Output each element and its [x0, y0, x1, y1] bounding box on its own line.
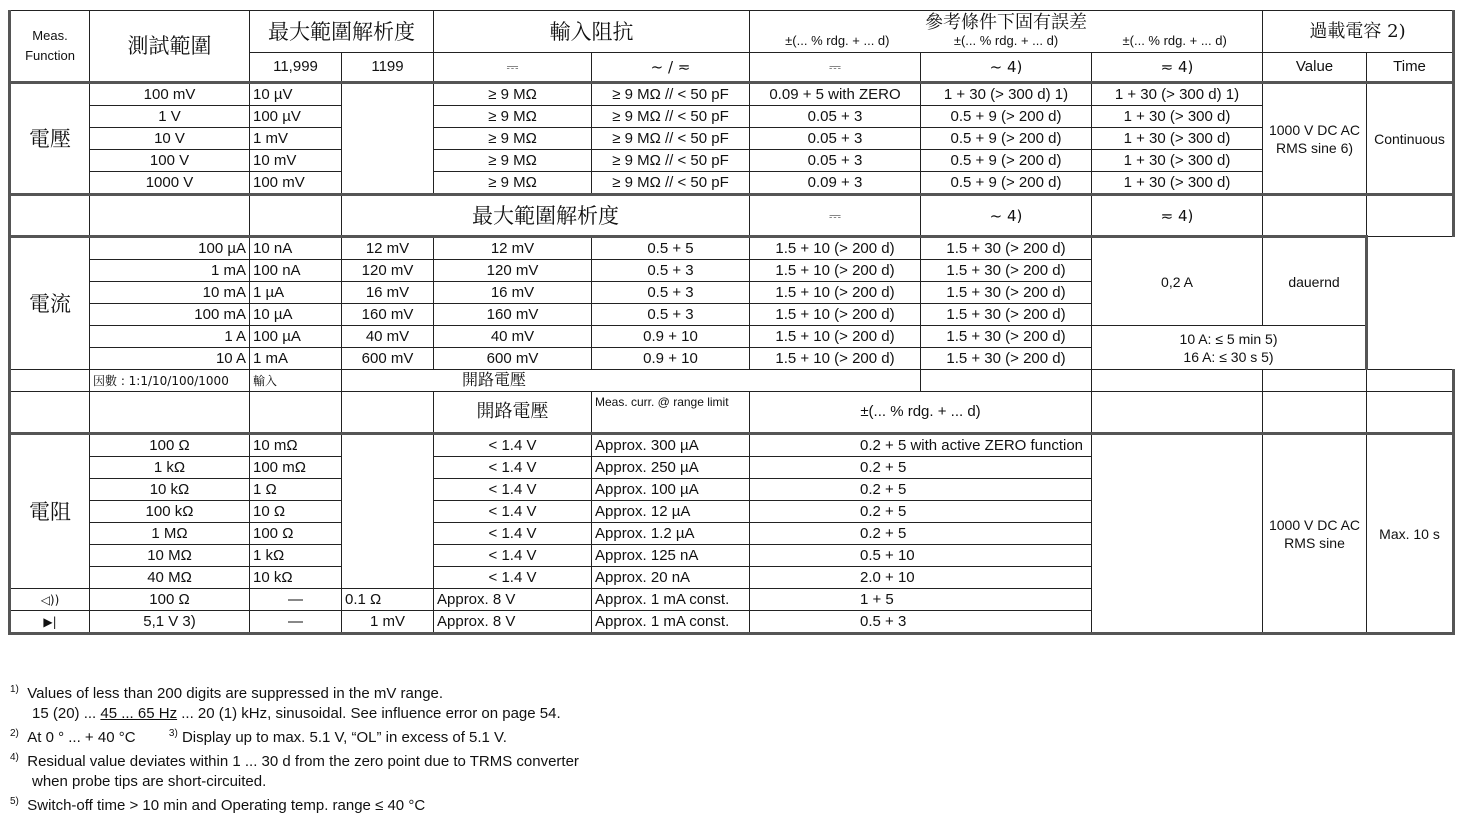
table-row [10, 150, 1454, 172]
current-input: 輸入 [250, 370, 342, 392]
header-intrinsic-error: 參考條件下固有誤差 [925, 11, 1087, 33]
cell-err-acdc: 1 + 30 (> 300 d) [1092, 128, 1263, 150]
cell-current: Approx. 250 µA [592, 457, 750, 479]
cell-range: 40 MΩ [90, 567, 250, 589]
continuity-icon: ◁)) [10, 589, 90, 611]
cell-v1: 160 mV [342, 304, 434, 326]
cell-res: 1 mA [250, 348, 342, 370]
cell-v2: 12 mV [434, 237, 592, 260]
cell-v2: 40 mV [434, 326, 592, 348]
table-row [10, 434, 1454, 457]
cell-err: 2.0 + 10 [750, 567, 1092, 589]
cell-imp-ac: ≥ 9 MΩ // < 50 pF [592, 128, 750, 150]
cell-res: — [250, 611, 342, 634]
cell-voltage: < 1.4 V [434, 457, 592, 479]
cell-err-acdc: 1.5 + 30 (> 200 d) [921, 237, 1092, 260]
cell-res2: 1 mV [342, 611, 434, 634]
cell-res: 100 µA [250, 326, 342, 348]
footnote-1: $^{1)}$ Values of less than 200 digits are suppressed in the mV range. [10, 684, 444, 702]
cell-res: — [250, 589, 342, 611]
cell-err: 0.2 + 5 [750, 523, 1092, 545]
current-footer-row [10, 370, 1454, 392]
cell-res: 100 nA [250, 260, 342, 282]
cell-range: 10 MΩ [90, 545, 250, 567]
header-meas-function: Meas. Function [10, 11, 90, 83]
header-imp-dc: ⎓ [434, 53, 592, 83]
current-open-voltage-cell [342, 370, 921, 392]
footnote-2-3: $^{2)}$ At 0 ° ... + 40 °C $^{3)}$ Display up to max. 5.1 V, “OL” in excess of 5.1 V. [10, 728, 507, 746]
cell-range: 10 mA [90, 282, 250, 304]
cell-err-dc: 0.09 + 5 with ZERO [750, 83, 921, 106]
cell-voltage: < 1.4 V [434, 434, 592, 457]
cell-voltage: < 1.4 V [434, 479, 592, 501]
cell-err-acdc: 1 + 30 (> 300 d) [1092, 150, 1263, 172]
cell-range: 1 A [90, 326, 250, 348]
cell-voltage: Approx. 8 V [434, 589, 592, 611]
table-row [10, 106, 1454, 128]
cell-err: 0.5 + 10 [750, 545, 1092, 567]
cell-range: 10 V [90, 128, 250, 150]
footnote-4: $^{4)}$ Residual value deviates within 1 ... 30 d from the zero point due to TRMS converter [10, 752, 579, 770]
header-res-11999: 11,999 [250, 53, 342, 83]
cell-range: 100 Ω [90, 589, 250, 611]
footnote-4b: when probe tips are short-circuited. [32, 773, 267, 790]
cell-imp-dc: ≥ 9 MΩ [434, 106, 592, 128]
header-overload: 過載電容 2) [1263, 11, 1454, 53]
cell-current: Approx. 20 nA [592, 567, 750, 589]
cell-err-dc: 0.5 + 3 [592, 260, 750, 282]
current-factor: 因數 : 1:1/10/100/1000 [90, 370, 250, 392]
cell-res: 10 kΩ [250, 567, 342, 589]
cell-voltage: Approx. 8 V [434, 611, 592, 634]
current-header-err-ac: ~ 4) [921, 195, 1092, 237]
header-range: 測試範圍 [90, 11, 250, 83]
cell-range: 100 V [90, 150, 250, 172]
table-row [10, 83, 1454, 106]
cell-err-dc: 0.9 + 10 [592, 348, 750, 370]
cell-res: 100 Ω [250, 523, 342, 545]
header-time: Time [1367, 53, 1454, 83]
cell-res: 10 µA [250, 304, 342, 326]
header-value: Value [1263, 53, 1367, 83]
cell-err-ac: 1.5 + 10 (> 200 d) [750, 304, 921, 326]
cell-err-ac: 0.5 + 9 (> 200 d) [921, 128, 1092, 150]
cell-current: Approx. 1 mA const. [592, 589, 750, 611]
header-err-dc: ⎓ [750, 53, 921, 83]
cell-res: 10 mV [250, 150, 342, 172]
table-row [10, 237, 1454, 260]
cell-res: 1 kΩ [250, 545, 342, 567]
cell-err-dc: 0.05 + 3 [750, 128, 921, 150]
header-row-1 [10, 11, 1454, 53]
cell-range: 1 MΩ [90, 523, 250, 545]
current-open-voltage: 開路電壓 [462, 370, 527, 389]
cell-err-ac: 0.5 + 9 (> 200 d) [921, 106, 1092, 128]
header-intrinsic-error-group [750, 11, 1263, 53]
cell-err-dc: 0.05 + 3 [750, 150, 921, 172]
header-err-sub-acdc: ±(... % rdg. + ... d) [1122, 32, 1227, 48]
voltage-overload-time: Continuous [1367, 83, 1454, 195]
cell-res: 1 Ω [250, 479, 342, 501]
header-err-acdc: ≂ 4) [1092, 53, 1263, 83]
cell-imp-dc: ≥ 9 MΩ [434, 150, 592, 172]
cell-res: 10 mΩ [250, 434, 342, 457]
current-overload-value: 0,2 A [1092, 237, 1263, 326]
resistance-overload-time: Max. 10 s [1367, 434, 1454, 634]
cell-err: 0.2 + 5 [750, 501, 1092, 523]
cell-imp-ac: ≥ 9 MΩ // < 50 pF [592, 150, 750, 172]
current-overload-time: dauernd [1263, 237, 1367, 326]
cell-res: 1 mV [250, 128, 342, 150]
cell-voltage: < 1.4 V [434, 523, 592, 545]
footnote-1b: 15 (20) ... 45 ... 65 Hz ... 20 (1) kHz, sinusoidal. See influence error on page 54. [32, 705, 561, 722]
cell-range: 10 A [90, 348, 250, 370]
spec-table [8, 10, 1455, 635]
cell-v2: 16 mV [434, 282, 592, 304]
cell-err-dc: 0.5 + 3 [592, 282, 750, 304]
cell-err-acdc: 1 + 30 (> 300 d) [1092, 106, 1263, 128]
resistance-header-row [10, 392, 1454, 434]
voltage-overload-value: 1000 V DC AC RMS sine 6) [1263, 83, 1367, 195]
cell-voltage: < 1.4 V [434, 501, 592, 523]
header-res-1199: 1199 [342, 53, 434, 83]
cell-current: Approx. 1.2 µA [592, 523, 750, 545]
cell-imp-dc: ≥ 9 MΩ [434, 83, 592, 106]
diode-icon: ▶| [10, 611, 90, 634]
cell-range: 100 mA [90, 304, 250, 326]
header-imp-ac: ~ / ≂ [592, 53, 750, 83]
cell-err-ac: 1.5 + 10 (> 200 d) [750, 348, 921, 370]
resistance-overload-value: 1000 V DC AC RMS sine [1263, 434, 1367, 634]
cell-current: Approx. 12 µA [592, 501, 750, 523]
cell-range: 10 kΩ [90, 479, 250, 501]
cell-voltage: < 1.4 V [434, 567, 592, 589]
cell-imp-ac: ≥ 9 MΩ // < 50 pF [592, 106, 750, 128]
cell-range: 1000 V [90, 172, 250, 195]
cell-res: 100 mV [250, 172, 342, 195]
cell-err: 0.5 + 3 [750, 611, 1092, 634]
cell-range: 1 kΩ [90, 457, 250, 479]
cell-imp-dc: ≥ 9 MΩ [434, 128, 592, 150]
cell-err-dc: 0.5 + 5 [592, 237, 750, 260]
cell-current: Approx. 300 µA [592, 434, 750, 457]
cell-v1: 16 mV [342, 282, 434, 304]
footnote-5: $^{5)}$ Switch-off time > 10 min and Operating temp. range ≤ 40 °C [10, 796, 426, 814]
cell-err-ac: 1.5 + 10 (> 200 d) [750, 260, 921, 282]
footnotes [10, 680, 579, 816]
cell-err-dc: 0.5 + 3 [592, 304, 750, 326]
resistance-label: 電阻 [10, 434, 90, 589]
cell-imp-ac: ≥ 9 MΩ // < 50 pF [592, 172, 750, 195]
cell-range: 1 V [90, 106, 250, 128]
cell-current: Approx. 100 µA [592, 479, 750, 501]
cell-err-dc: 0.05 + 3 [750, 106, 921, 128]
cell-err-acdc: 1 + 30 (> 300 d) [1092, 172, 1263, 195]
cell-err: 1 + 5 [750, 589, 1092, 611]
cell-err-acdc: 1.5 + 30 (> 200 d) [921, 304, 1092, 326]
cell-current: Approx. 125 nA [592, 545, 750, 567]
header-input-impedance: 輸入阻抗 [434, 11, 750, 53]
cell-res: 1 µA [250, 282, 342, 304]
header-err-sub-ac: ±(... % rdg. + ... d) [953, 32, 1059, 48]
cell-err-ac: 1.5 + 10 (> 200 d) [750, 282, 921, 304]
cell-range: 100 µA [90, 237, 250, 260]
cell-err-acdc: 1 + 30 (> 300 d) 1) [1092, 83, 1263, 106]
cell-voltage: < 1.4 V [434, 545, 592, 567]
cell-res: 100 µV [250, 106, 342, 128]
current-label: 電流 [10, 237, 90, 370]
cell-v1: 120 mV [342, 260, 434, 282]
cell-v2: 600 mV [434, 348, 592, 370]
current-header-resolution: 最大範圍解析度 [342, 195, 750, 237]
cell-res: 100 mΩ [250, 457, 342, 479]
cell-err-acdc: 1.5 + 30 (> 200 d) [921, 326, 1092, 348]
cell-err-ac: 1.5 + 10 (> 200 d) [750, 237, 921, 260]
cell-res2: 0.1 Ω [342, 589, 434, 611]
header-err-ac: ~ 4) [921, 53, 1092, 83]
cell-imp-dc: ≥ 9 MΩ [434, 172, 592, 195]
cell-v1: 40 mV [342, 326, 434, 348]
cell-err-ac: 1.5 + 10 (> 200 d) [750, 326, 921, 348]
cell-range: 100 mV [90, 83, 250, 106]
cell-err-acdc: 1.5 + 30 (> 200 d) [921, 282, 1092, 304]
cell-res: 10 Ω [250, 501, 342, 523]
cell-range: 1 mA [90, 260, 250, 282]
cell-res: 10 µV [250, 83, 342, 106]
current-header-row [10, 195, 1454, 237]
cell-err: 0.2 + 5 with active ZERO function [750, 434, 1092, 457]
cell-v1: 12 mV [342, 237, 434, 260]
cell-err: 0.2 + 5 [750, 479, 1092, 501]
resistance-header-meas-current: Meas. curr. @ range limit [592, 392, 750, 434]
resistance-header-open-voltage: 開路電壓 [434, 392, 592, 434]
cell-range: 100 Ω [90, 434, 250, 457]
cell-v2: 160 mV [434, 304, 592, 326]
cell-err-ac: 0.5 + 9 (> 200 d) [921, 172, 1092, 195]
cell-v2: 120 mV [434, 260, 592, 282]
cell-range: 100 kΩ [90, 501, 250, 523]
cell-v1: 600 mV [342, 348, 434, 370]
cell-res: 10 nA [250, 237, 342, 260]
resistance-header-err: ±(... % rdg. + ... d) [750, 392, 1092, 434]
cell-err-ac: 1 + 30 (> 300 d) 1) [921, 83, 1092, 106]
current-overload-10a: 10 A: ≤ 5 min 5) [1179, 330, 1278, 347]
current-overload-16a: 16 A: ≤ 30 s 5) [1183, 348, 1274, 365]
cell-err-ac: 0.5 + 9 (> 200 d) [921, 150, 1092, 172]
table-row [10, 128, 1454, 150]
current-header-err-acdc: ≂ 4) [1092, 195, 1263, 237]
header-err-sub-dc: ±(... % rdg. + ... d) [785, 32, 890, 48]
table-row [10, 172, 1454, 195]
table-row [10, 326, 1454, 348]
cell-err: 0.2 + 5 [750, 457, 1092, 479]
cell-err-acdc: 1.5 + 30 (> 200 d) [921, 348, 1092, 370]
current-overload-10a-16a [1092, 326, 1367, 370]
cell-err-acdc: 1.5 + 30 (> 200 d) [921, 260, 1092, 282]
cell-err-dc: 0.9 + 10 [592, 326, 750, 348]
header-resolution: 最大範圍解析度 [250, 11, 434, 53]
voltage-label: 電壓 [10, 83, 90, 195]
cell-imp-ac: ≥ 9 MΩ // < 50 pF [592, 83, 750, 106]
cell-res2 [342, 83, 434, 195]
cell-range: 5,1 V 3) [90, 611, 250, 634]
cell-current: Approx. 1 mA const. [592, 611, 750, 634]
current-header-err-dc: ⎓ [750, 195, 921, 237]
cell-err-dc: 0.09 + 3 [750, 172, 921, 195]
